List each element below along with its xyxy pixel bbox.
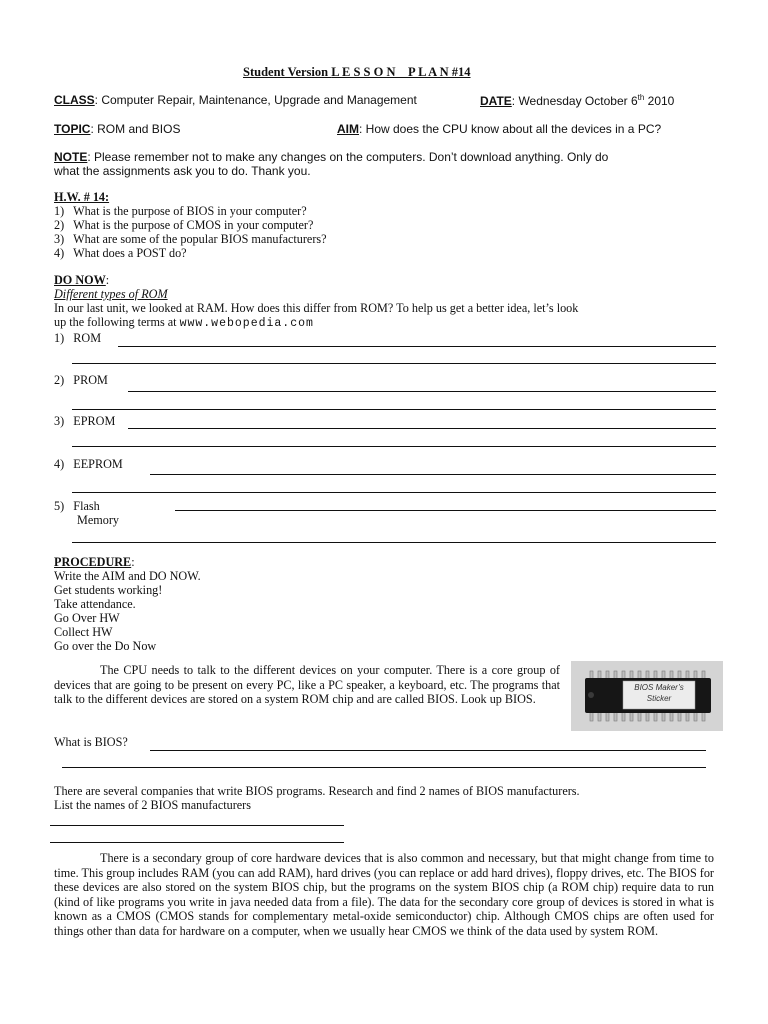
do-now-label: DO NOW: [54, 273, 106, 287]
answer-line: [72, 363, 716, 364]
term-eprom: 3) EPROM: [54, 414, 116, 428]
note-label: NOTE: [54, 150, 88, 164]
procedure-step-3: Take attendance.: [54, 597, 136, 611]
answer-line: [128, 428, 716, 429]
term-prom: 2) PROM: [54, 373, 108, 387]
class-row: [54, 93, 417, 107]
homework-item-4: 4) What does a POST do?: [54, 246, 187, 260]
do-now-line-1: In our last unit, we looked at RAM. How does this differ from ROM? To help us get a better idea, let’s look: [54, 301, 579, 315]
procedure-step-6: Go over the Do Now: [54, 639, 157, 653]
topic-label: TOPIC: [54, 122, 91, 136]
answer-line: [150, 750, 706, 751]
chip-sticker-line-2: Sticker: [646, 694, 672, 703]
answer-line: [72, 542, 716, 543]
what-is-bios-question: What is BIOS?: [54, 735, 128, 749]
bios-paragraph: The CPU needs to talk to the different devices on your computer. There is a core group of devices that are going to be present on every PC, like a PC speaker, a keyboard, etc. The programs that talk to the different devices are stored on a system ROM chip and are called BIOS. Look up BIOS.: [54, 663, 560, 707]
title-student-version: Student Version: [243, 65, 332, 79]
note-text-1: : Please remember not to make any changes on the computers. Don’t download anything. Only do: [87, 150, 609, 164]
date-row: [480, 93, 674, 108]
do-now-heading: [54, 273, 109, 288]
answer-line: [50, 842, 344, 843]
webopedia-url: www.webopedia.com: [179, 317, 314, 330]
answer-line: [128, 391, 716, 392]
procedure-step-4: Go Over HW: [54, 611, 120, 625]
do-now-line-2: [54, 315, 314, 330]
do-now-colon: :: [105, 273, 110, 287]
procedure-colon: :: [131, 555, 135, 569]
page-title: [243, 65, 471, 80]
manufacturers-line-2: List the names of 2 BIOS manufacturers: [54, 798, 251, 812]
title-lesson-plan: L E S S O N P L A N #14: [331, 65, 471, 79]
homework-item-2: 2) What is the purpose of CMOS in your computer?: [54, 218, 314, 232]
procedure-step-2: Get students working!: [54, 583, 163, 597]
aim-label: AIM: [337, 122, 359, 136]
date-year: 2010: [644, 94, 675, 108]
date-superscript: th: [637, 93, 645, 102]
topic-value: : ROM and BIOS: [90, 122, 181, 136]
date-label: DATE: [480, 94, 512, 108]
answer-line: [72, 492, 716, 493]
term-rom: 1) ROM: [54, 331, 102, 345]
cmos-paragraph: There is a secondary group of core hardware devices that is also common and necessary, but that might change from time to time. This group includes RAM (you can add RAM), hard drives (you can replace or add hard drives), floppy drives, etc. The BIOS for these devices are also stored on the system BIOS chip, but the programs on the system BIOS chip (a ROM chip) require data to run (kind of like programs you write in java needed data from a file). The data for the secondary core group of devices is stored in what is known as a CMOS (CMOS stands for complementary metal-oxide semiconductor) chip. Although CMOS chips are often used for things other than data for hardware on a computer, when we usually hear CMOS we think of the data used by system ROM.: [54, 851, 714, 938]
date-value: : Wednesday October 6: [511, 94, 638, 108]
procedure-step-5: Collect HW: [54, 625, 113, 639]
note-line-1: [54, 150, 608, 164]
aim-value: : How does the CPU know about all the devices in a PC?: [359, 122, 662, 136]
answer-line: [150, 474, 716, 475]
homework-label: H.W. # 14:: [54, 190, 110, 204]
term-flash: 5) Flash: [54, 499, 100, 513]
procedure-step-1: Write the AIM and DO NOW.: [54, 569, 201, 583]
bios-chip-photo: [571, 661, 723, 731]
answer-line: [118, 346, 716, 347]
answer-line: [175, 510, 716, 511]
procedure-label: PROCEDURE: [54, 555, 132, 569]
answer-line: [62, 767, 706, 768]
do-now-line-2-text: up the following terms at: [54, 315, 180, 329]
class-value: : Computer Repair, Maintenance, Upgrade and Management: [94, 93, 417, 107]
term-eeprom: 4) EEPROM: [54, 457, 123, 471]
answer-line: [72, 409, 716, 410]
note-line-2: what the assignments ask you to do. Thank you.: [54, 164, 311, 178]
manufacturers-line-1: There are several companies that write BIOS programs. Research and find 2 names of BIOS manufacturers.: [54, 784, 580, 798]
do-now-subtitle: Different types of ROM: [54, 287, 168, 301]
answer-line: [50, 825, 344, 826]
topic-row: [54, 122, 180, 136]
procedure-heading: [54, 555, 135, 570]
homework-item-1: 1) What is the purpose of BIOS in your computer?: [54, 204, 307, 218]
class-label: CLASS: [54, 93, 95, 107]
aim-row: [337, 122, 661, 136]
chip-sticker-line-1: BIOS Maker’s: [634, 683, 684, 692]
answer-line: [72, 446, 716, 447]
homework-item-3: 3) What are some of the popular BIOS manufacturers?: [54, 232, 327, 246]
term-flash-memory: Memory: [77, 513, 119, 527]
